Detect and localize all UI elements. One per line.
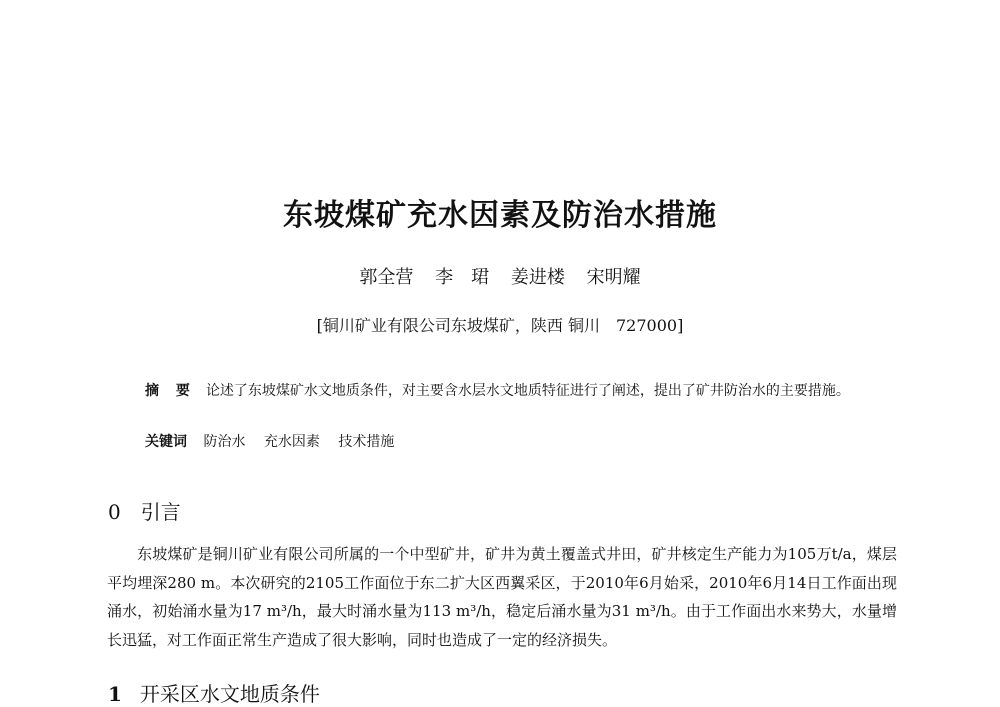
section-heading-hydrogeology: [108, 678, 320, 707]
abstract: [145, 378, 865, 404]
author-name: 郭全营: [359, 267, 414, 288]
section-heading-introduction: [108, 496, 181, 525]
paragraph-text: 东坡煤矿是铜川矿业有限公司所属的一个中型矿井，矿井为黄土覆盖式井田，矿井核定生产能力为105万t/a，煤层平均埋深280 m。本次研究的2105工作面位于东二扩大区西翼采区，于2010年6月始采，2010年6月14日工作面出现涌水，初始涌水量为17 m³/h，最大时涌水量为113 m³/h，稳定后涌水量为31 m³/h。由于工作面出水来势大，水量增长迅猛，对工作面正常生产造成了很大影响，同时也造成了一定的经济损失。: [107, 545, 897, 649]
keyword: 技术措施: [338, 434, 395, 450]
section-number: 1: [108, 682, 122, 706]
keywords-label: 关键词: [145, 434, 187, 450]
section-title: 引言: [140, 500, 181, 524]
section-title: 开采区水文地质条件: [139, 682, 320, 706]
keyword: 防治水: [203, 434, 246, 450]
affiliation: [铜川矿业有限公司东坡煤矿，陕西 铜川 727000]: [316, 316, 684, 335]
abstract-label: 摘 要: [145, 383, 196, 399]
author-name: 姜进楼: [510, 267, 565, 288]
author-name: 李 珺: [435, 267, 490, 288]
keyword: 充水因素: [263, 434, 320, 450]
section-number: 0: [108, 500, 121, 524]
introduction-paragraph: [107, 540, 897, 654]
abstract-text: 论述了东坡煤矿水文地质条件，对主要含水层水文地质特征进行了阐述，提出了矿井防治水的主要措施。: [205, 383, 850, 399]
author-list: [0, 263, 1000, 289]
keywords: [145, 431, 408, 451]
author-name: 宋明耀: [586, 267, 641, 288]
paper-title: 东坡煤矿充水因素及防治水措施: [283, 198, 717, 233]
